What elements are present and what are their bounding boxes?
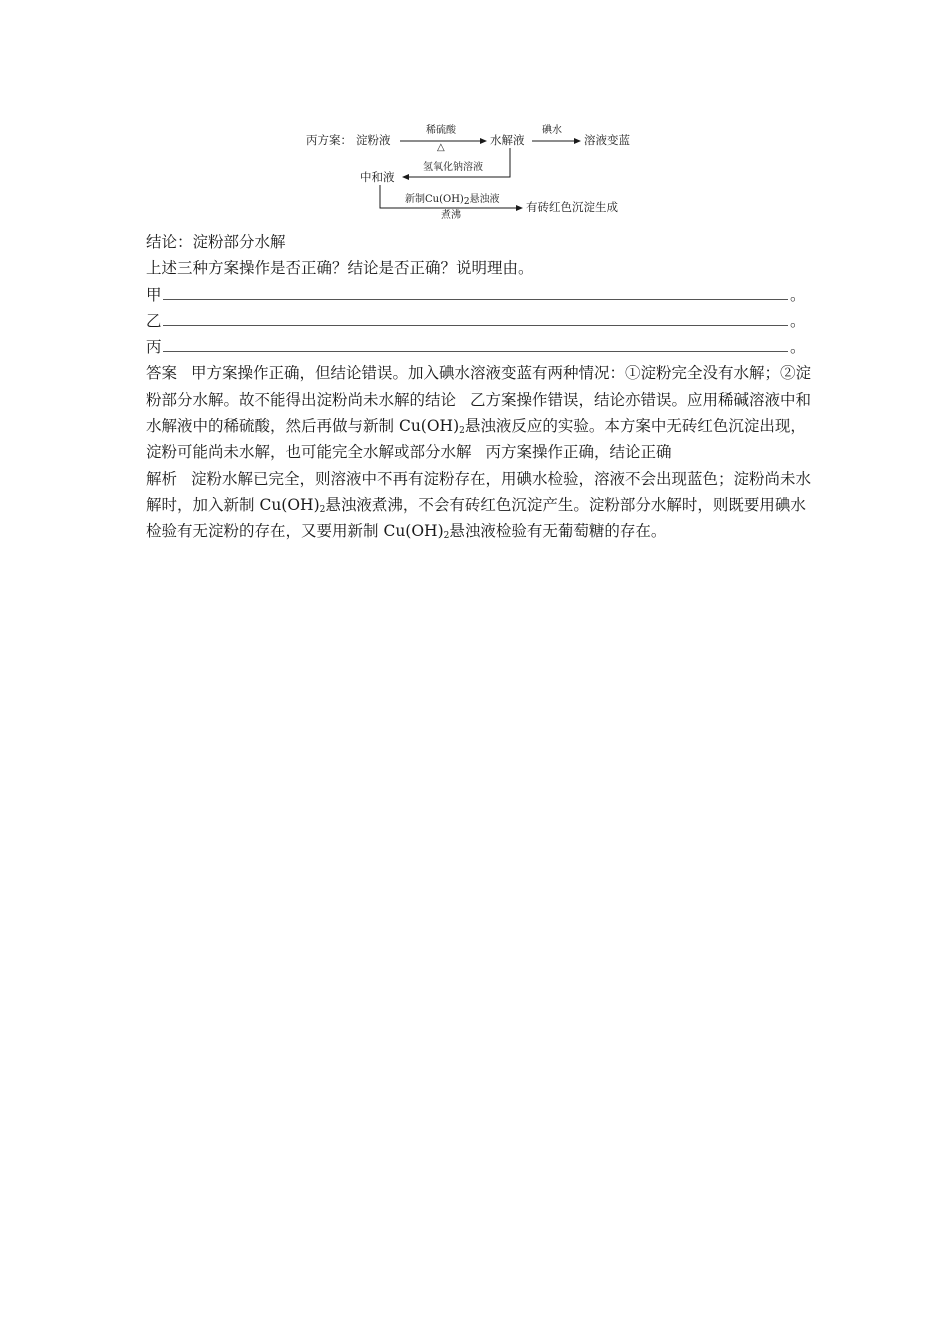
blank-label: 甲 <box>146 285 162 304</box>
answer-blank-c <box>146 334 812 360</box>
formula-cu-oh2: $Cu(OH)_2$ <box>398 417 465 437</box>
blank-line[interactable] <box>163 337 788 352</box>
conclusion-text: 结论：淀粉部分水解 <box>146 233 286 251</box>
node-starch-solution: 淀粉液 <box>356 133 391 147</box>
answer-blank-b <box>146 308 812 334</box>
answer-part-c: 丙方案操作正确，结论正确 <box>485 443 672 462</box>
analysis-text-1: 淀粉水解已完全，则溶液中不再有淀粉存在，用碘水检验，溶液不会出现蓝色；淀粉尚未水解时，加入新制 <box>146 469 812 514</box>
question-body <box>146 229 812 545</box>
node-hydrolysate: 水解液 <box>490 133 525 147</box>
reagent-dilute-acid: 稀硫酸 <box>426 125 456 136</box>
question-text: 上述三种方案操作是否正确？结论是否正确？说明理由。 <box>146 259 534 278</box>
answer-part-b-cont: 悬浊液反应的实验。本方案中无砖红色沉淀出现，淀粉可能尚未水解，也可能完全水解或部分水解 <box>146 417 806 462</box>
condition-boil: 煮沸 <box>441 210 461 221</box>
answer-part-b: 乙方案操作错误，结论亦错误。应用稀碱溶液中和水解液中的稀硫酸，然后再做与新制 <box>146 390 812 436</box>
analysis-label: 解析 <box>146 469 178 488</box>
result-brick-red-precipitate: 有砖红色沉淀生成 <box>526 200 618 214</box>
answer-part-a: 甲方案操作正确，但结论错误。加入碘水溶液变蓝有两种情况：①淀粉完全没有水解；②淀粉部分水解。故不能得出淀粉尚未水解的结论 <box>146 364 812 409</box>
analysis-text-2: 悬浊液煮沸，不会有砖红色沉淀产生。淀粉部分水解时，则既要用碘水检验有无淀粉的存在，又要用新制 <box>146 495 806 541</box>
answer-label: 答案 <box>146 364 178 383</box>
answer-blank-a <box>146 282 812 308</box>
blank-label: 丙 <box>146 338 162 357</box>
analysis-text-3: 悬浊液检验有无葡萄糖的存在。 <box>449 522 667 541</box>
scheme-c-flowchart <box>300 118 650 228</box>
blank-line[interactable] <box>163 285 788 300</box>
reagent-naoh: 氢氧化钠溶液 <box>423 162 483 173</box>
formula-cu-oh2: $Cu(OH)_2$ <box>259 495 326 515</box>
answer-paragraph <box>146 360 812 465</box>
blank-end-punct: 。 <box>790 338 806 357</box>
analysis-paragraph <box>146 466 812 545</box>
blank-label: 乙 <box>146 311 162 330</box>
reagent-iodine: 碘水 <box>542 125 562 136</box>
result-turns-blue: 溶液变蓝 <box>584 133 630 147</box>
blank-end-punct: 。 <box>790 285 806 304</box>
blank-line[interactable] <box>163 311 788 326</box>
blank-end-punct: 。 <box>790 311 806 330</box>
node-neutralized: 中和液 <box>360 170 395 184</box>
formula-cu-oh2: $Cu(OH)_2$ <box>383 522 450 542</box>
heat-symbol: △ <box>437 142 445 153</box>
reagent-cu-oh2: 新制$Cu(OH)_2$悬浊液 <box>405 194 500 207</box>
scheme-label: 丙方案： <box>306 133 352 147</box>
